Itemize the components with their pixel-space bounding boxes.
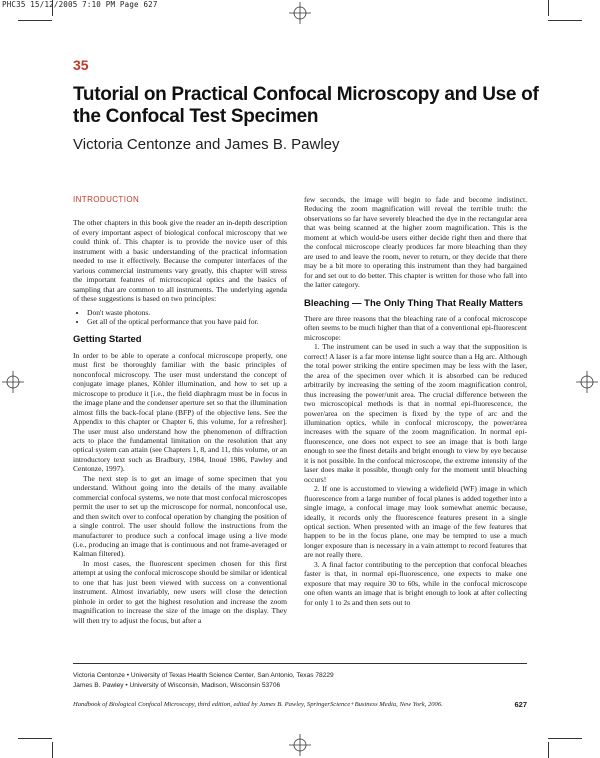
crop-mark — [548, 742, 549, 758]
crop-mark — [548, 0, 549, 16]
registration-mark-bottom-center — [289, 734, 311, 756]
principles-list — [73, 308, 287, 327]
bleaching-paragraph: There are three reasons that the bleaching rate of a confocal microscope often seems to be much higher than that of a conventional epi-fluorescent microscope: — [304, 313, 527, 342]
print-slug: PHC35 15/12/2005 7:10 PM Page 627 — [2, 0, 158, 9]
chapter-number: 35 — [73, 57, 89, 73]
affiliation-line: Victoria Centonze • University of Texas Health Science Center, San Antonio, Texas 78229 — [73, 672, 334, 679]
registration-mark-left — [2, 371, 24, 393]
list-item: • Get all of the optical performance that you have paid for. — [87, 317, 287, 326]
right-column — [304, 195, 527, 607]
left-column — [73, 195, 287, 625]
getting-started-paragraph: In order to be able to operate a confocal microscope properly, one must first be thoroughly familiar with the basic principles of nonconfocal microscopy. The user must understand the concept of conjugate image planes, Köhler illumination, and how to set up a microscope to produce it [i.e., the field diaphragm must be in focus in the image plane and the condenser aperture set so that the illumination almost fills the back-focal plane (BFP) of the objective lens. See the Appendix to this chapter or Chapter 6, this volume, for a refresher]. The user must also understand how the phenomenon of diffraction acts to place the fundamental limitation on the resolution that any optical system can attain (see Chapters 1, 8, and 11, this volume, or an introductory text such as Bradbury, 1984, Inoué 1986, Pawley and Centonze, 1997). — [73, 350, 287, 474]
page-number: 627 — [514, 700, 527, 709]
intro-paragraph: The other chapters in this book give the reader an in-depth description of every important aspect of biological confocal microscopy that we could think of. This chapter is to provide the novice user of this instrument with a basic understanding of the practical information needed to use it effectively. Because the computer interfaces of the various commercial instruments vary greatly, this chapter will stress the important features of microscopical optics and the basics of sampling that are common to all instruments. The underlying agenda of these suggestions is based on two principles: — [73, 218, 287, 304]
crop-mark — [18, 20, 52, 21]
handbook-citation: Handbook of Biological Confocal Microscopy, third edition, edited by James B. Pawley, SpringerScience+Business Media, New York, 2006. — [73, 701, 443, 708]
continued-paragraph: few seconds, the image will begin to fade and become indistinct. Reducing the zoom magnification will reveal the terrible truth: the observations so far have severely bleached the dye in the rectangular area that was being scanned at the higher zoom magnification. This is the moment at which would-be users either decide right then and there that the confocal microscope clearly produces far more bleaching than they are used to and leave the room, never to return, or they decide that there may be a bit more to operating this instrument than they had bargained for and set out to do better. This chapter is written for those who fall into the latter category. — [304, 195, 527, 290]
list-item: • Don't waste photons. — [87, 308, 287, 317]
affiliation-line: James B. Pawley • University of Wisconsin, Madison, Wisconsin 53706 — [73, 682, 281, 689]
numbered-item: 1. The instrument can be used in such a way that the supposition is correct! A laser is a far more intense light source than a Hg arc. Although the total power striking the entire specimen may be less with the laser, the area of the specimen over which it is absorbed can be reduced arbitrarily by increasing the setting of the zoom magnification control, thus increasing the power/unit area. The crucial difference between the two microscopical methods is that in normal epi-fluorescence, the power/area on the specimen is fixed by the type of arc and the illumination optics, while in confocal microscopy, the power/area increases with the square of the zoom magnification. In normal epi-fluorescence, one does not expect to see an image that is both large enough to see the finest details and bright enough to view by eye because it is not possible. In the confocal microscope, the extreme intensity of the laser does make it possible, though only for the moment until bleaching occurs! — [304, 342, 527, 484]
getting-started-paragraph: In most cases, the fluorescent specimen chosen for this first attempt at using the confocal microscope should be similar or identical to one that has just been viewed with success on a conventional instrument. Almost invariably, new users will close the detection pinhole in order to get the highest resolution and increase the zoom magnification to increase the size of the image on the display. They will then try to adjust the focus, but after a — [73, 558, 287, 625]
footnote-rule — [73, 663, 527, 664]
crop-mark — [52, 0, 53, 16]
crop-mark — [548, 738, 582, 739]
registration-mark-right — [576, 371, 598, 393]
chapter-authors: Victoria Centonze and James B. Pawley — [73, 136, 340, 153]
author-affiliations — [73, 671, 334, 691]
section-heading-getting-started: Getting Started — [73, 334, 142, 346]
crop-mark — [18, 738, 52, 739]
chapter-title: Tutorial on Practical Confocal Microscopy and Use of the Confocal Test Specimen — [73, 84, 539, 127]
crop-mark — [548, 20, 582, 21]
getting-started-paragraph: The next step is to get an image of some specimen that you understand. Without going into the details of the many available commercial confocal systems, we note that most confocal microscopes permit the user to set up the microscope for normal, nonconfocal use, and then switch over to confocal operation by changing the position of a single control. The user should follow the instructions from the manufacturer to produce such a confocal image using a live mode (i.e., producing an image that is continuous and not frame-averaged or Kalman filtered). — [73, 473, 287, 559]
section-heading-bleaching: Bleaching — The Only Thing That Really Matters — [304, 297, 524, 309]
numbered-item: 2. If one is accustomed to viewing a widefield (WF) image in which fluorescence from a large number of focal planes is added together into a single image, a confocal image may look somewhat anemic because, ideally, it records only the fluorescence features present in a single optical section. When presented with an image of the few features that happen to be in the focus plane, one may be tempted to use a much longer exposure than is necessary in a vain attempt to record features that are not really there. — [304, 484, 527, 560]
registration-mark-top-center — [289, 2, 311, 24]
crop-mark — [52, 742, 53, 758]
section-heading-introduction: INTRODUCTION — [73, 195, 140, 204]
numbered-item: 3. A final factor contributing to the perception that confocal bleaches faster is that, in normal epi-fluorescence, one expects to make one exposure that may require 30 to 60s, while in the confocal microscope one often wants an image that is bright enough to look at after collecting for only 1 to 2s and then sets out to — [304, 559, 527, 607]
